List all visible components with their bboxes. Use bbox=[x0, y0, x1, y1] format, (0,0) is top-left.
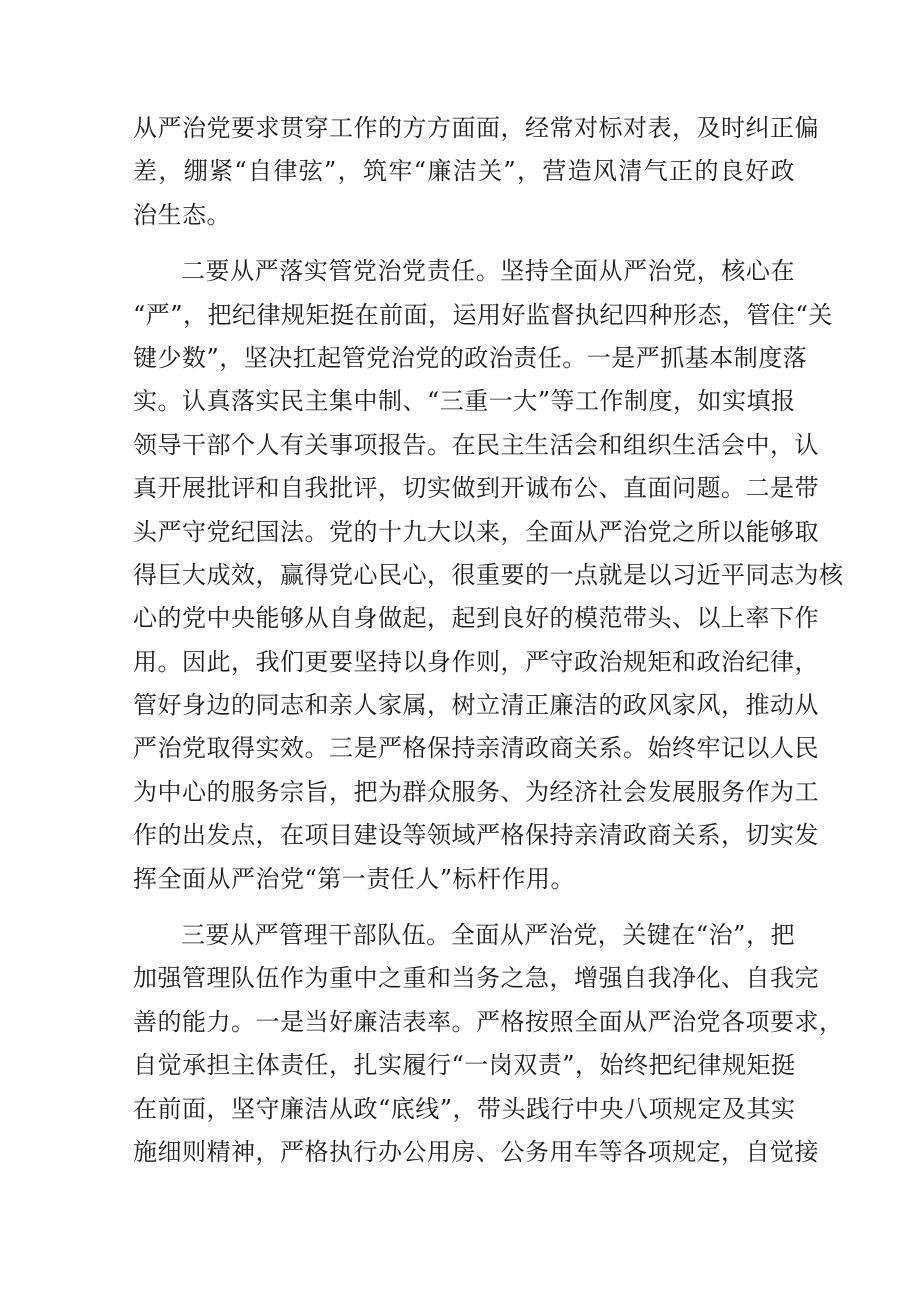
text-line: 真开展批评和自我批评，切实做到开诚布公、直面问题。二是带 bbox=[133, 474, 819, 503]
text-line: 领导干部个人有关事项报告。在民主生活会和组织生活会中，认 bbox=[133, 430, 819, 459]
paragraph-3 bbox=[133, 914, 844, 1174]
text-line: 头严守党纪国法。党的十九大以来，全面从严治党之所以能够取 bbox=[133, 517, 819, 546]
text-line: “严”，把纪律规矩挺在前面，运用好监督执纪四种形态，管住“关 bbox=[133, 300, 833, 329]
text-line: 加强管理队伍作为重中之重和当务之急，增强自我净化、自我完 bbox=[133, 964, 819, 993]
paragraph-gap bbox=[133, 901, 795, 914]
document-body bbox=[133, 107, 844, 1174]
text-line: 善的能力。一是当好廉洁表率。严格按照全面从严治党各项要求， bbox=[133, 1007, 844, 1036]
text-line: 心的党中央能够从自身做起，起到良好的模范带头、以上率下作 bbox=[133, 604, 819, 633]
text-line: 治生态。 bbox=[133, 200, 231, 229]
text-line: 差，绷紧“自律弦”，筑牢“廉洁关”，营造风清气正的良好政 bbox=[133, 157, 795, 186]
paragraph-1 bbox=[133, 107, 819, 237]
text-line-indented: 二要从严落实管党治党责任。坚持全面从严治党，核心在 bbox=[181, 257, 795, 286]
text-line: 键少数”，坚决扛起管党治党的政治责任。一是严抓基本制度落 bbox=[133, 343, 808, 372]
text-line: 实。认真落实民主集中制、“三重一大”等工作制度，如实填报 bbox=[133, 387, 796, 416]
text-line: 作的出发点，在项目建设等领域严格保持亲清政商关系，切实发 bbox=[133, 821, 819, 850]
text-line: 严治党取得实效。三是严格保持亲清政商关系。始终牢记以人民 bbox=[133, 734, 819, 763]
text-line: 自觉承担主体责任，扎实履行“一岗双责”，始终把纪律规矩挺 bbox=[133, 1051, 796, 1080]
paragraph-gap bbox=[133, 237, 795, 250]
text-line: 用。因此，我们更要坚持以身作则，严守政治规矩和政治纪律， bbox=[133, 647, 819, 676]
paragraph-2 bbox=[133, 250, 844, 901]
text-line: 挥全面从严治党“第一责任人”标杆作用。 bbox=[133, 864, 576, 893]
text-line-indented: 三要从严管理干部队伍。全面从严治党，关键在“治”，把 bbox=[181, 921, 795, 950]
text-line: 得巨大成效，赢得党心民心，很重要的一点就是以习近平同志为核 bbox=[133, 560, 844, 589]
text-line: 为中心的服务宗旨，把为群众服务、为经济社会发展服务作为工 bbox=[133, 777, 819, 806]
text-line: 施细则精神，严格执行办公用房、公务用车等各项规定，自觉接 bbox=[133, 1137, 819, 1166]
text-line: 在前面，坚守廉洁从政“底线”，带头践行中央八项规定及其实 bbox=[133, 1094, 796, 1123]
text-line: 管好身边的同志和亲人家属，树立清正廉洁的政风家风，推动从 bbox=[133, 691, 819, 720]
text-line: 从严治党要求贯穿工作的方方面面，经常对标对表，及时纠正偏 bbox=[133, 114, 819, 142]
